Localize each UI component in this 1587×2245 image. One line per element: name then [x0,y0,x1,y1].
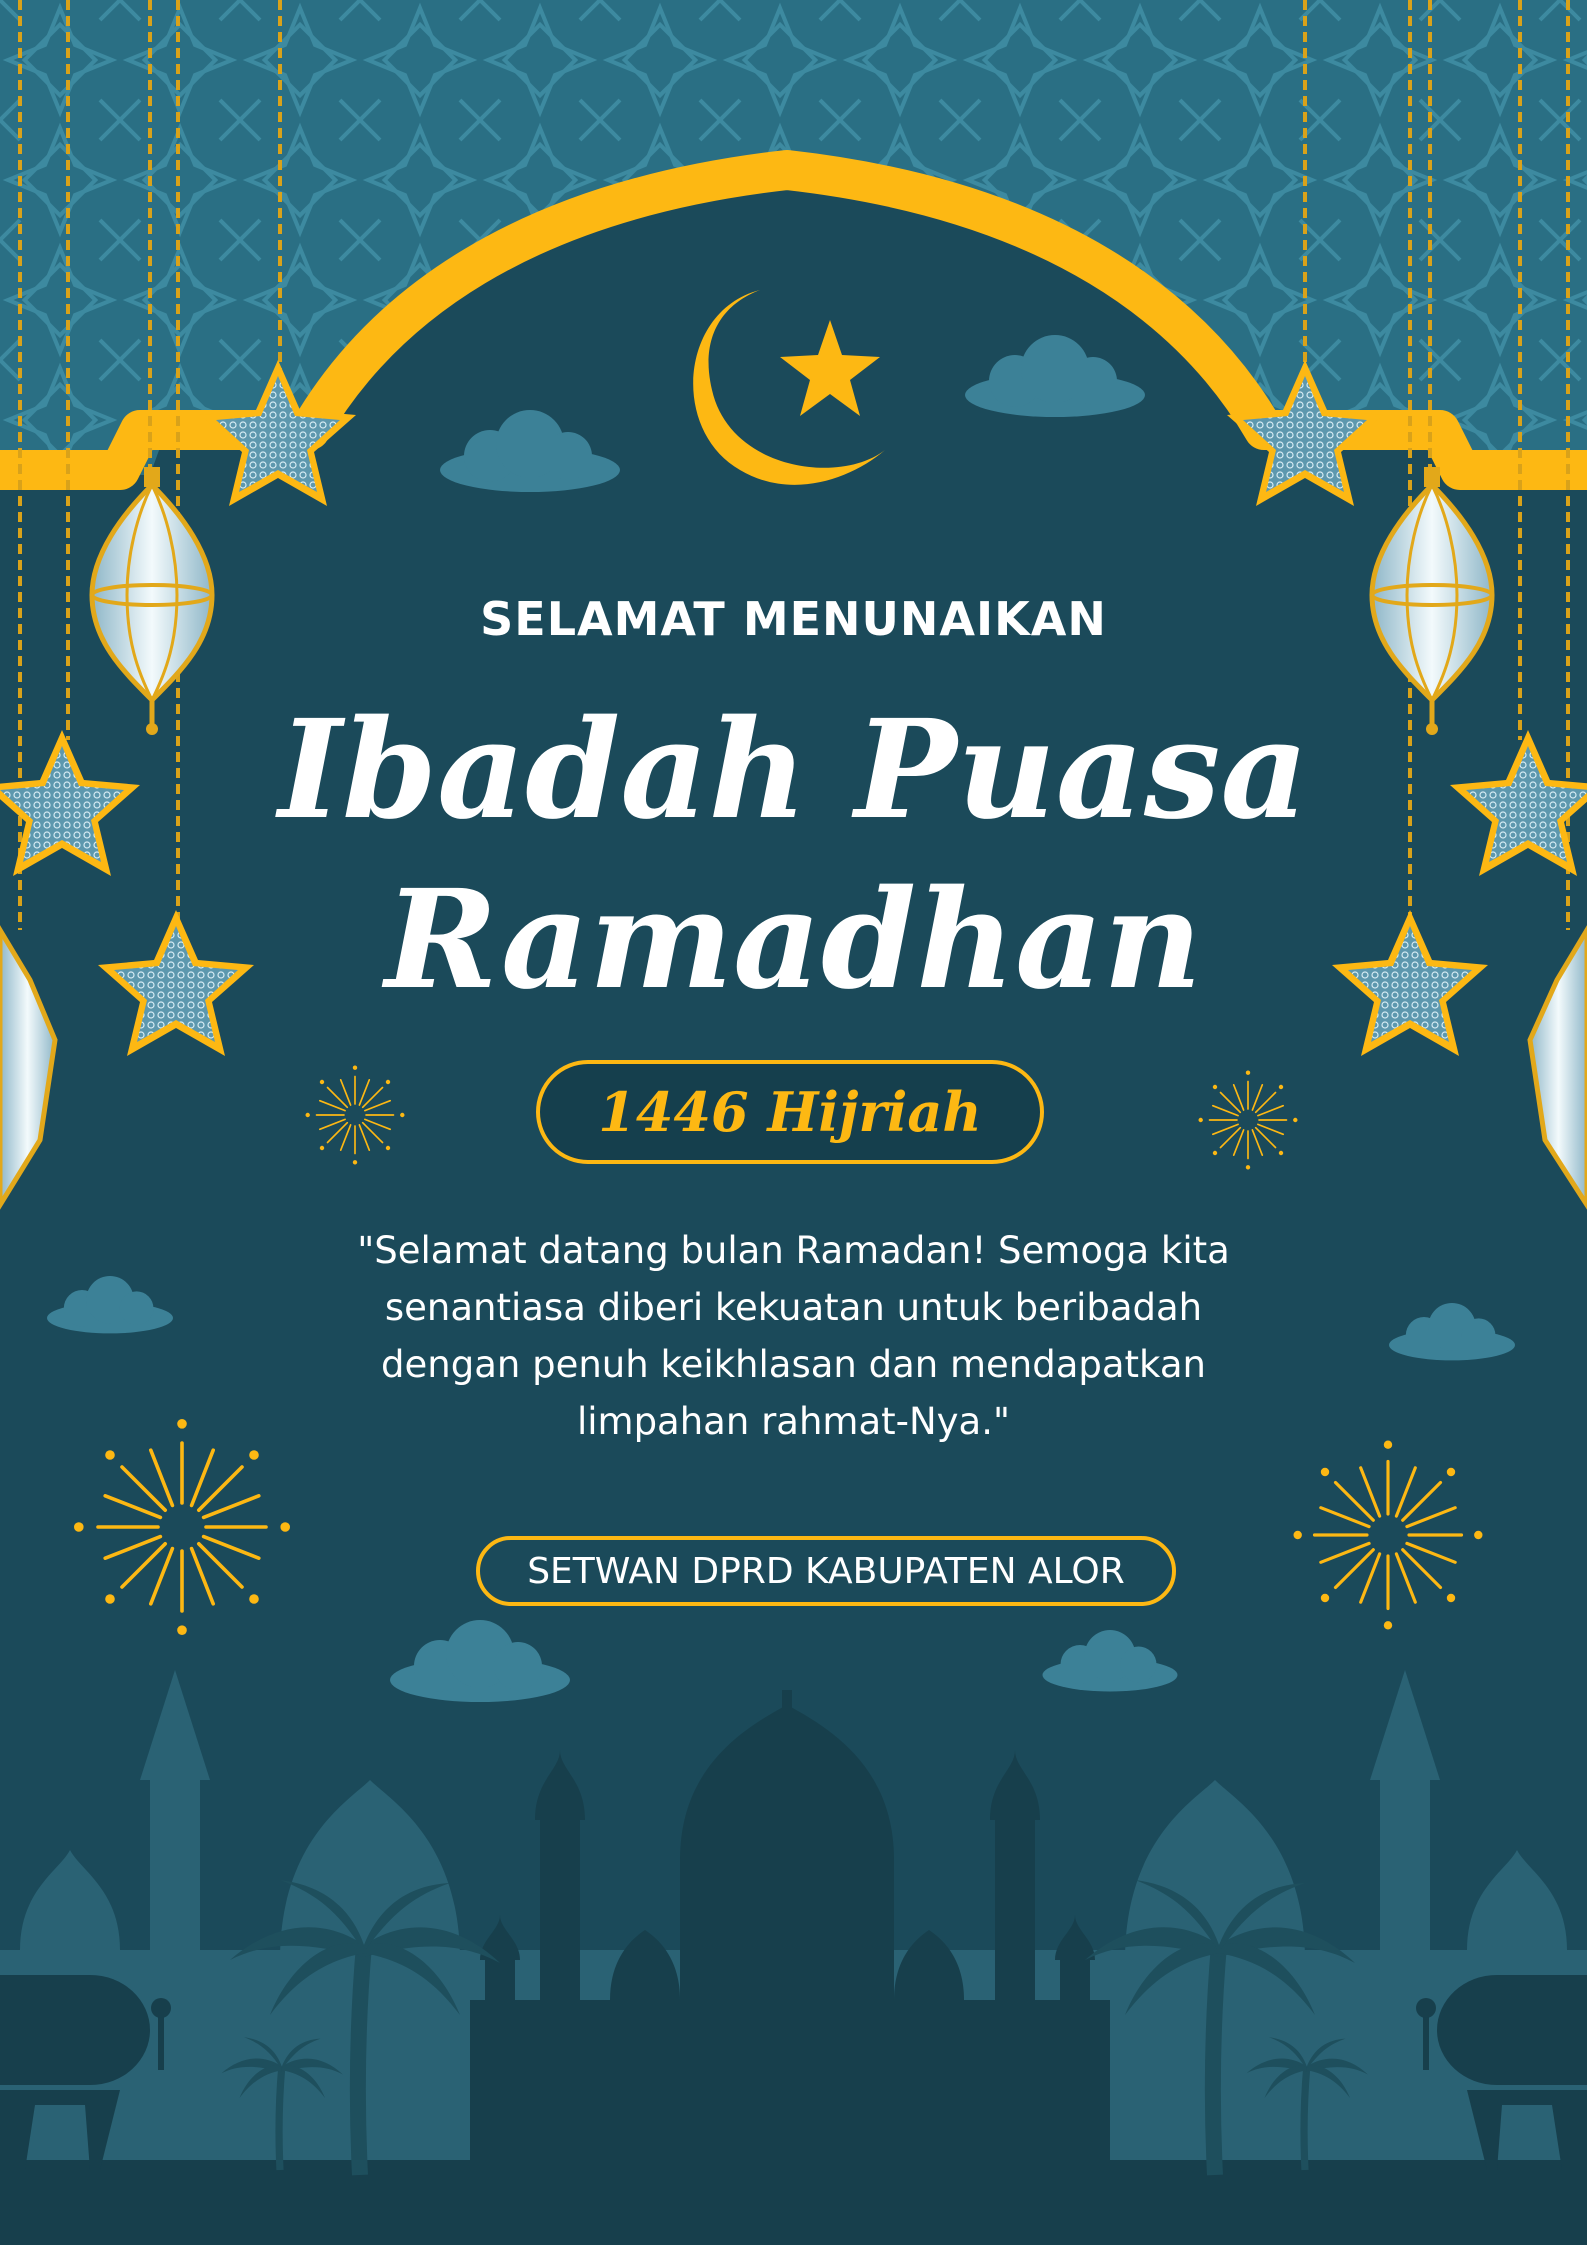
title-line-1: Ibadah Puasa [278,690,1309,850]
year-badge [536,1060,1044,1164]
year-badge-label: 1446 Hijriah [598,1080,982,1144]
sender-label: SETWAN DPRD KABUPATEN ALOR [527,1550,1125,1592]
title-line-2: Ramadhan [384,860,1203,1020]
quote-text: "Selamat datang bulan Ramadan! Semoga kita senantiasa diberi kekuatan untuk beribadah dengan penuh keikhlasan dan mendapatkan limpahan rahmat-Nya." [357,1229,1230,1443]
greeting-heading: SELAMAT MENUNAIKAN [480,592,1107,646]
sender-badge [476,1536,1176,1606]
